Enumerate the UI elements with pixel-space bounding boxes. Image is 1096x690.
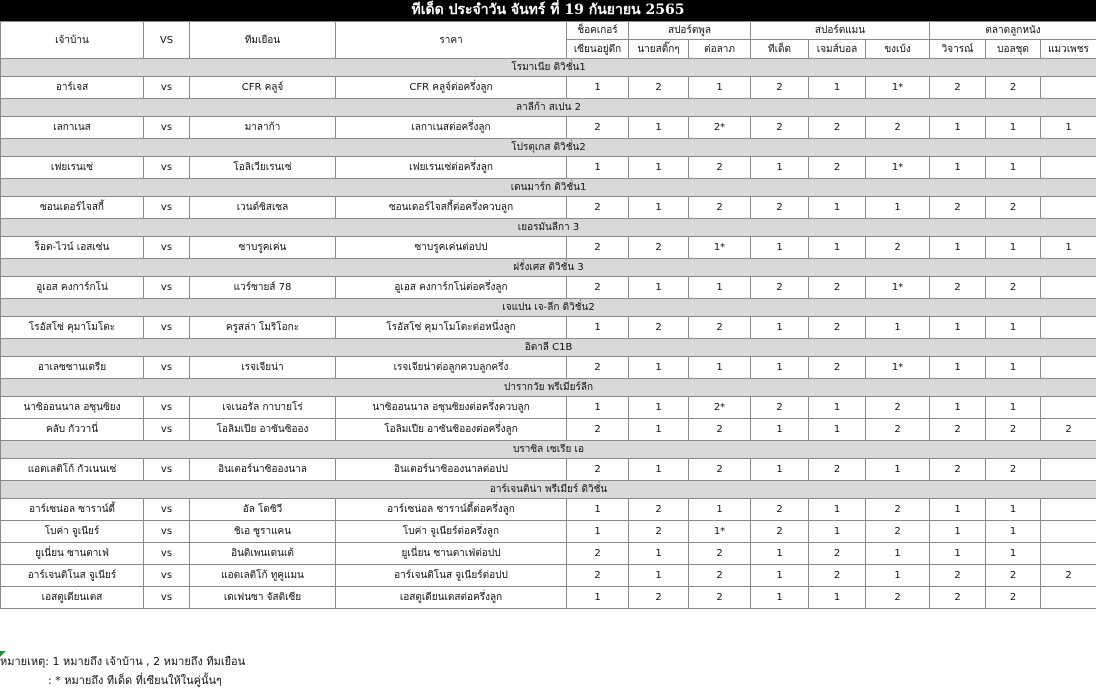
header-group: สปอร์ตพูล (629, 22, 751, 40)
away-team: โอลิเวียเรนเซ่ (190, 157, 336, 179)
tipster-pick: 2 (866, 397, 930, 419)
odds-price: เฟยเรนเซ่ต่อครึ่งลูก (336, 157, 567, 179)
tipster-pick: 2 (809, 277, 866, 299)
tipster-pick: 2 (567, 459, 629, 481)
tipster-pick: 2 (866, 499, 930, 521)
tipster-pick: 2 (567, 117, 629, 139)
vs-label: vs (144, 157, 190, 179)
odds-price: เอสตูเดียนเตสต่อครึ่งลูก (336, 587, 567, 609)
header-tipster: เจมส์บอล (809, 40, 866, 59)
tips-table (0, 21, 1096, 609)
tipster-pick: 2 (567, 543, 629, 565)
tipster-pick: 1 (809, 397, 866, 419)
vs-label: vs (144, 543, 190, 565)
tipster-pick: 2 (809, 117, 866, 139)
header-group: ตลาดลูกหนัง (930, 22, 1096, 40)
tipster-pick: 1 (629, 397, 689, 419)
match-row (1, 157, 1096, 179)
tipster-pick: 1 (567, 397, 629, 419)
tipster-pick: 2 (1041, 565, 1096, 587)
tipster-pick: 1 (751, 565, 809, 587)
tipster-pick: 1 (751, 237, 809, 259)
tipster-pick (1041, 157, 1096, 179)
tipster-pick (1041, 521, 1096, 543)
league-name: ฝรั่งเศส ดิวิชั่น 3 (1, 259, 1096, 277)
tipster-pick: 1 (986, 237, 1041, 259)
home-team: แอตเลติโก้ กัวเนนเซ่ (1, 459, 144, 481)
tipster-pick: 1 (567, 317, 629, 339)
header-tipster: นายสติ๊กๆ (629, 40, 689, 59)
match-row (1, 317, 1096, 339)
tipster-pick: 2 (986, 77, 1041, 99)
match-row (1, 117, 1096, 139)
tipster-pick: 1 (629, 357, 689, 379)
note-line-2: : * หมายถึง ทีเด็ด ที่เซียนให้ในคู่นั้นๆ (0, 671, 245, 690)
league-row (1, 379, 1096, 397)
tipster-pick: 1 (986, 117, 1041, 139)
tipster-pick: 2 (629, 237, 689, 259)
tipster-pick: 2 (809, 459, 866, 481)
tipster-pick: 1 (809, 499, 866, 521)
away-team: อินดิเพนเดนเต้ (190, 543, 336, 565)
tipster-pick: 1* (866, 357, 930, 379)
tipster-pick: 2 (986, 197, 1041, 219)
tipster-pick: 1 (567, 157, 629, 179)
tipster-pick (1041, 397, 1096, 419)
tipster-pick: 2 (930, 419, 986, 441)
tipster-pick: 2 (751, 277, 809, 299)
tipster-pick: 1 (986, 499, 1041, 521)
vs-label: vs (144, 565, 190, 587)
match-row (1, 237, 1096, 259)
tipster-pick: 2 (689, 317, 751, 339)
tipster-pick: 1 (866, 543, 930, 565)
tipster-pick: 2 (751, 499, 809, 521)
match-row (1, 277, 1096, 299)
tipster-pick (1041, 499, 1096, 521)
league-row (1, 59, 1096, 77)
league-row (1, 139, 1096, 157)
vs-label: vs (144, 587, 190, 609)
tipster-pick: 1 (809, 197, 866, 219)
tipster-pick: 2 (930, 459, 986, 481)
league-row (1, 441, 1096, 459)
league-row (1, 179, 1096, 197)
odds-price: CFR คลูจ์ต่อครึ่งลูก (336, 77, 567, 99)
odds-price: ยูเนี่ยน ซานตาเฟ่ต่อปป (336, 543, 567, 565)
tipster-pick: 1* (689, 521, 751, 543)
tipster-pick: 2 (809, 317, 866, 339)
tipster-pick: 1 (567, 77, 629, 99)
tipster-pick: 2 (986, 277, 1041, 299)
tipster-pick: 2 (751, 117, 809, 139)
vs-label: vs (144, 419, 190, 441)
tipster-pick: 2 (751, 77, 809, 99)
home-team: อาร์เซน่อล ซาราน์ดี้ (1, 499, 144, 521)
match-row (1, 197, 1096, 219)
away-team: เดเฟนซา จัสติเซีย (190, 587, 336, 609)
tipster-pick (1041, 587, 1096, 609)
tipster-pick: 2 (866, 237, 930, 259)
tipster-pick: 2 (689, 543, 751, 565)
vs-label: vs (144, 317, 190, 339)
odds-price: เรจเจียน่าต่อลูกควบลูกครึ่ง (336, 357, 567, 379)
league-name: อาร์เจนติน่า พรีเมียร์ ดิวิชั่น (1, 481, 1096, 499)
tipster-pick: 1 (930, 317, 986, 339)
league-row (1, 299, 1096, 317)
away-team: CFR คลูจ์ (190, 77, 336, 99)
tipster-pick: 1 (629, 117, 689, 139)
tipster-pick (1041, 357, 1096, 379)
tipster-pick: 1 (1041, 117, 1096, 139)
tipster-pick: 1 (751, 317, 809, 339)
tipster-pick: 1 (986, 521, 1041, 543)
league-name: อิตาลี C1B (1, 339, 1096, 357)
tipster-pick: 2 (689, 587, 751, 609)
odds-price: ซาบรูคเค่นต่อปป (336, 237, 567, 259)
away-team: เจเนอรัล กาบายโร่ (190, 397, 336, 419)
tipster-pick: 2 (866, 419, 930, 441)
tipster-pick: 2 (629, 521, 689, 543)
header-tipster: แมวเพชร (1041, 40, 1096, 59)
tipster-pick: 1 (629, 197, 689, 219)
away-team: อัล โดซิวี (190, 499, 336, 521)
away-team: แอตเลติโก้ ทูคูแมน (190, 565, 336, 587)
tipster-pick: 1 (629, 459, 689, 481)
tipster-pick: 1 (751, 543, 809, 565)
league-name: บราซิล เซเรีย เอ (1, 441, 1096, 459)
home-team: เลกาเนส (1, 117, 144, 139)
away-team: โอลิมเปีย อาซันซิออง (190, 419, 336, 441)
tipster-pick: 2 (567, 197, 629, 219)
tipster-pick: 2* (689, 397, 751, 419)
match-row (1, 419, 1096, 441)
header-tipster: ทีเด็ด (751, 40, 809, 59)
tipster-pick: 1 (930, 117, 986, 139)
tipster-pick: 1 (986, 317, 1041, 339)
tipster-pick: 1 (1041, 237, 1096, 259)
odds-price: อูเอส คงการ์กโน่ต่อครึ่งลูก (336, 277, 567, 299)
odds-price: อาร์เซน่อล ซาราน์ดี้ต่อครึ่งลูก (336, 499, 567, 521)
match-row (1, 77, 1096, 99)
vs-label: vs (144, 277, 190, 299)
tipster-pick: 2 (629, 587, 689, 609)
league-name: โปรตุเกส ดิวิชั่น2 (1, 139, 1096, 157)
home-team: ร็อต-ไวน์ เอสเซ่น (1, 237, 144, 259)
odds-price: อินเตอร์นาซิอองนาลต่อปป (336, 459, 567, 481)
league-name: ปารากวัย พรีเมียร์ลีก (1, 379, 1096, 397)
tipster-pick: 1 (986, 397, 1041, 419)
home-team: คลับ กัววานี่ (1, 419, 144, 441)
tipster-pick: 2 (809, 357, 866, 379)
match-row (1, 521, 1096, 543)
league-row (1, 99, 1096, 117)
vs-label: vs (144, 77, 190, 99)
tipster-pick (1041, 459, 1096, 481)
tipster-pick: 2 (689, 419, 751, 441)
header-vs: VS (144, 22, 190, 59)
vs-label: vs (144, 117, 190, 139)
tipster-pick: 1 (567, 587, 629, 609)
odds-price: โรอัสโซ่ คุมาโมโตะต่อหนึ่งลูก (336, 317, 567, 339)
tipster-pick: 2 (809, 565, 866, 587)
vs-label: vs (144, 237, 190, 259)
odds-price: เลกาเนสต่อครึ่งลูก (336, 117, 567, 139)
away-team: มาลาก้า (190, 117, 336, 139)
tipster-pick: 1 (986, 357, 1041, 379)
tipster-pick: 1 (866, 459, 930, 481)
home-team: อาเลซซานเดรีย (1, 357, 144, 379)
home-team: อาร์เจนติโนส จูเนียร์ (1, 565, 144, 587)
match-row (1, 587, 1096, 609)
tipster-pick: 2 (866, 117, 930, 139)
tipster-pick: 1* (866, 277, 930, 299)
tipster-pick: 1 (930, 397, 986, 419)
tipster-pick: 1 (809, 237, 866, 259)
tipster-pick: 1 (689, 277, 751, 299)
tipster-pick: 1 (629, 277, 689, 299)
tipster-pick: 1 (986, 157, 1041, 179)
tipster-pick: 2 (930, 277, 986, 299)
tipster-pick: 2 (751, 521, 809, 543)
league-name: เยอรมันลีกา 3 (1, 219, 1096, 237)
header-tipster: ต่อลาภ (689, 40, 751, 59)
tipster-pick: 1 (629, 419, 689, 441)
tipster-pick: 1 (930, 521, 986, 543)
tipster-pick: 2 (567, 357, 629, 379)
home-team: โบค่า จูเนียร์ (1, 521, 144, 543)
tipster-pick: 2 (567, 277, 629, 299)
tipster-pick: 1 (629, 157, 689, 179)
tipster-pick: 2 (986, 587, 1041, 609)
tipster-pick: 2 (689, 157, 751, 179)
tipster-pick: 2 (930, 77, 986, 99)
tipster-pick: 1 (930, 543, 986, 565)
tipster-pick: 1 (689, 77, 751, 99)
tipster-pick: 2 (567, 565, 629, 587)
tipster-pick: 1 (986, 543, 1041, 565)
header-price: ราคา (336, 22, 567, 59)
tipster-pick: 2 (751, 197, 809, 219)
home-team: อาร์เจส (1, 77, 144, 99)
home-team: นาซิออนนาล อซุนซิยง (1, 397, 144, 419)
tipster-pick: 2 (1041, 419, 1096, 441)
home-team: อูเอส คงการ์กโน่ (1, 277, 144, 299)
tipster-pick: 1 (930, 157, 986, 179)
tipster-pick (1041, 197, 1096, 219)
tipster-pick: 2 (986, 459, 1041, 481)
match-row (1, 357, 1096, 379)
odds-price: นาซิออนนาล อซุนซิยงต่อครึ่งควบลูก (336, 397, 567, 419)
tipster-pick: 1* (866, 157, 930, 179)
away-team: ซาบรูคเค่น (190, 237, 336, 259)
league-name: ลาลีก้า สเปน 2 (1, 99, 1096, 117)
home-team: เอสตูเดียนเตส (1, 587, 144, 609)
tipster-pick: 2 (689, 459, 751, 481)
tipster-pick (1041, 317, 1096, 339)
header-group: สปอร์ตแมน (751, 22, 930, 40)
tipster-pick (1041, 543, 1096, 565)
tipster-pick: 1 (751, 587, 809, 609)
tipster-pick: 1 (809, 419, 866, 441)
tipster-pick: 1* (866, 77, 930, 99)
vs-label: vs (144, 521, 190, 543)
away-team: แวร์ซายส์ 78 (190, 277, 336, 299)
tipster-pick: 1 (866, 197, 930, 219)
match-row (1, 397, 1096, 419)
home-team: โรอัสโซ่ คุมาโมโตะ (1, 317, 144, 339)
away-team: อินเตอร์นาซิอองนาล (190, 459, 336, 481)
note-line-1: หมายเหตุ: 1 หมายถึง เจ้าบ้าน , 2 หมายถึง ทีมเยือน (0, 652, 245, 671)
tipster-pick: 2 (866, 521, 930, 543)
league-name: โรมาเนีย ดิวิชั่น1 (1, 59, 1096, 77)
tipster-pick: 1 (866, 317, 930, 339)
sheet-title: ทีเด็ด ประจำวัน จันทร์ ที่ 19 กันยายน 2565 (0, 0, 1096, 21)
header-away: ทีมเยือน (190, 22, 336, 59)
tipster-pick: 2 (629, 77, 689, 99)
tipster-pick: 1 (689, 357, 751, 379)
tipster-pick: 1 (809, 77, 866, 99)
tipster-pick: 2 (751, 397, 809, 419)
tipster-pick: 1 (751, 419, 809, 441)
tipster-pick (1041, 277, 1096, 299)
header-tipster: วิจารณ์ (930, 40, 986, 59)
odds-price: อาร์เจนติโนส จูเนียร์ต่อปป (336, 565, 567, 587)
tipster-pick: 2 (629, 499, 689, 521)
tipster-pick: 1 (689, 499, 751, 521)
tipster-pick: 1 (866, 565, 930, 587)
vs-label: vs (144, 357, 190, 379)
league-row (1, 339, 1096, 357)
match-row (1, 499, 1096, 521)
tipster-pick: 1 (809, 587, 866, 609)
away-team: ครูสล่า โมริโอกะ (190, 317, 336, 339)
match-row (1, 565, 1096, 587)
tipster-pick: 2* (689, 117, 751, 139)
vs-label: vs (144, 459, 190, 481)
tipster-pick: 2 (689, 565, 751, 587)
match-row (1, 459, 1096, 481)
tipster-pick: 2 (986, 419, 1041, 441)
header-row-groups (1, 22, 1096, 40)
tipster-pick: 2 (930, 587, 986, 609)
header-home: เจ้าบ้าน (1, 22, 144, 59)
tipster-pick: 1 (567, 521, 629, 543)
away-team: เวนด์ซิสเซล (190, 197, 336, 219)
tipster-pick: 1 (930, 499, 986, 521)
tipster-pick: 1 (930, 237, 986, 259)
header-tipster: บอลชุด (986, 40, 1041, 59)
odds-price: โอลิมเปีย อาซันซิอองต่อครึ่งลูก (336, 419, 567, 441)
tipster-pick: 1* (689, 237, 751, 259)
tipster-pick: 2 (930, 197, 986, 219)
tipster-pick: 1 (930, 357, 986, 379)
tipster-pick: 2 (866, 587, 930, 609)
league-row (1, 219, 1096, 237)
league-row (1, 481, 1096, 499)
header-group: ช็อคเกอร์ (567, 22, 629, 40)
vs-label: vs (144, 197, 190, 219)
tipster-pick: 1 (751, 459, 809, 481)
away-team: ชิเอ ซูราแคน (190, 521, 336, 543)
tipster-pick: 1 (567, 499, 629, 521)
match-row (1, 543, 1096, 565)
odds-price: โบค่า จูเนียร์ต่อครึ่งลูก (336, 521, 567, 543)
tipster-pick: 2 (567, 237, 629, 259)
notes (0, 652, 245, 690)
tipster-pick: 2 (689, 197, 751, 219)
vs-label: vs (144, 397, 190, 419)
away-team: เรจเจียน่า (190, 357, 336, 379)
tipster-pick: 1 (629, 543, 689, 565)
header-tipster: เซียนอยู่ดึก (567, 40, 629, 59)
tipster-pick (1041, 77, 1096, 99)
tipster-pick: 2 (930, 565, 986, 587)
vs-label: vs (144, 499, 190, 521)
tipster-pick: 1 (809, 521, 866, 543)
home-team: ยูเนี่ยน ซานตาเฟ่ (1, 543, 144, 565)
league-name: เจแปน เจ-ลีก ดิวิชั่น2 (1, 299, 1096, 317)
home-team: เฟยเรนเซ่ (1, 157, 144, 179)
tipster-pick: 2 (567, 419, 629, 441)
tipster-pick: 1 (751, 157, 809, 179)
league-row (1, 259, 1096, 277)
tipster-pick: 2 (809, 543, 866, 565)
league-name: เดนมาร์ก ดิวิชั่น1 (1, 179, 1096, 197)
home-team: ซอนเดอร์ไจสกี้ (1, 197, 144, 219)
tipster-pick: 1 (751, 357, 809, 379)
tipster-pick: 2 (809, 157, 866, 179)
tipster-pick: 2 (629, 317, 689, 339)
tipster-pick: 1 (629, 565, 689, 587)
header-tipster: ขงเบ้ง (866, 40, 930, 59)
tipster-pick: 2 (986, 565, 1041, 587)
odds-price: ซอนเดอร์ไจสกี้ต่อครึ่งควบลูก (336, 197, 567, 219)
